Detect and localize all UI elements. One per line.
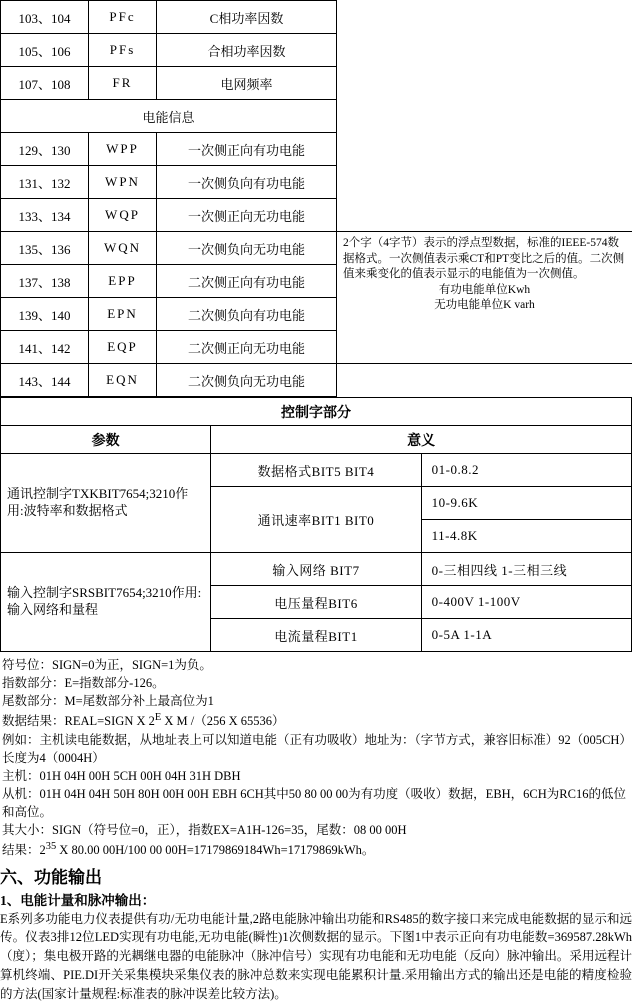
control-table-body: [1, 398, 632, 652]
control-field-label: 输入网络 BIT7: [211, 553, 421, 586]
code-cell: WPP: [89, 133, 157, 166]
code-cell: EPN: [89, 298, 157, 331]
control-field-label: 电流量程BIT1: [211, 619, 421, 652]
table-row: [1, 133, 632, 166]
control-header-param: 参数: [1, 426, 211, 454]
control-title-row: [1, 398, 632, 426]
address-cell: 107、108: [1, 67, 89, 100]
code-cell: EQP: [89, 331, 157, 364]
table-row: [1, 67, 632, 100]
name-cell: 电网频率: [157, 67, 337, 100]
note-example: 例如：主机读电能数据，从地址表上可以知道电能（正有功吸收）地址为：（字节方式，兼容旧标准）92（005CH）长度为4（0004H）: [0, 731, 632, 767]
control-section-title: 控制字部分: [1, 398, 632, 426]
name-cell: C相功率因数: [157, 1, 337, 34]
code-cell: EPP: [89, 265, 157, 298]
code-cell: WPN: [89, 166, 157, 199]
control-field-value: 11-4.8K: [421, 520, 631, 553]
note-final-result: [0, 839, 632, 859]
note-text: 2个字（4字节）表示的浮点型数据，标准的IEEE-574数据格式。一次侧值表示乘CT和PT变比之后的值。二次侧值来乘变化的值表示显示的电能值为一次侧值。: [343, 237, 624, 280]
table-row: [1, 553, 632, 586]
address-cell: 131、132: [1, 166, 89, 199]
note-sign-bit: 符号位：SIGN=0为正，SIGN=1为负。: [0, 656, 632, 674]
name-cell: 合相功率因数: [157, 34, 337, 67]
address-cell: 135、136: [1, 232, 89, 265]
table-row: [1, 34, 632, 67]
name-cell: 二次侧正向无功电能: [157, 331, 337, 364]
note-result-formula: [0, 710, 632, 730]
control-word-table: [0, 397, 632, 652]
section-title-text: 功能输出: [34, 868, 102, 887]
note-slave-frame: 从机：01H 04H 04H 50H 80H 00H 00H EBH 6CH其中50 80 00 00为有功度（吸收）数据，EBH，6CH为RC16的低位和高位。: [0, 785, 632, 821]
formula-pre: 结果：2: [2, 844, 46, 858]
control-field-label: 通讯速率BIT1 BIT0: [211, 487, 421, 553]
top-table-body: [1, 1, 632, 397]
notes-block: [0, 656, 632, 860]
formula-exponent: 35: [46, 841, 56, 852]
formula-exponent: E: [155, 712, 161, 723]
control-field-value: 10-9.6K: [421, 487, 631, 520]
section-title: 电能信息: [1, 100, 337, 133]
section-number: 六、: [0, 868, 34, 887]
formula-pre: 数据结果：REAL=SIGN X 2: [2, 715, 155, 729]
formula-post: X 80.00 00H/100 00 00H=17179869184Wh=17179869kWh。: [56, 844, 374, 858]
top-parameter-table: [0, 0, 632, 397]
control-field-value: 0-5A 1-1A: [421, 619, 631, 652]
subsection-heading: 1、电能计量和脉冲输出：: [0, 889, 632, 909]
note-master-frame: 主机：01H 04H 00H 5CH 00H 04H 31H DBH: [0, 767, 632, 785]
code-cell: EQN: [89, 364, 157, 397]
table-row: [1, 454, 632, 487]
address-cell: 139、140: [1, 298, 89, 331]
code-cell: PFc: [89, 1, 157, 34]
name-cell: 二次侧负向无功电能: [157, 364, 337, 397]
name-cell: 一次侧正向有功电能: [157, 133, 337, 166]
section-six-paragraph: E系列多功能电力仪表提供有功/无功电能计量,2路电能脉冲输出功能和RS485的数字接口来完成电能数据的显示和远传。仪表3排12位LED实现有功电能,无功电能(瞬性)1次侧数据的显示。下图1中表示正向有功电能数=369587.28kWh（度）；集电极开路的光耦继电器的电能脉冲（脉冲信号）实现有功电能和无功电能（反向）脉冲输出。采用远程计算机终端、PIE.DI开关采集模块采集仪表的脉冲总数来实现电能累积计量.采用输出方式的输出还是电能的精度检验的方法(国家计量规程:标准表的脉冲误差比较方法)。: [0, 910, 632, 1003]
empty-cell: [337, 1, 632, 34]
note-active-unit: 有功电能单位Kwh: [343, 283, 626, 299]
empty-cell: [337, 364, 632, 397]
section-six-heading: [0, 863, 632, 888]
code-cell: WQP: [89, 199, 157, 232]
energy-section-title-row: [1, 100, 632, 133]
name-cell: 一次侧正向无功电能: [157, 199, 337, 232]
control-field-value: 01-0.8.2: [421, 454, 631, 487]
control-header-row: [1, 426, 632, 454]
name-cell: 二次侧正向有功电能: [157, 265, 337, 298]
empty-cell: [337, 100, 632, 133]
control-param-input: 输入控制字SRSBIT7654;3210作用:输入网络和量程: [1, 553, 211, 652]
empty-cell: [337, 67, 632, 100]
name-cell: 一次侧负向无功电能: [157, 232, 337, 265]
address-cell: 133、134: [1, 199, 89, 232]
address-cell: 137、138: [1, 265, 89, 298]
table-row: [1, 232, 632, 265]
address-cell: 105、106: [1, 34, 89, 67]
name-cell: 二次侧负向有功电能: [157, 298, 337, 331]
control-field-label: 电压量程BIT6: [211, 586, 421, 619]
table-row: [1, 364, 632, 397]
section-six: [0, 863, 632, 1003]
note-reactive-unit: 无功电能单位K varh: [343, 298, 626, 314]
note-mantissa: 尾数部分：M=尾数部分补上最高位为1: [0, 692, 632, 710]
control-param-comm: 通讯控制字TXKBIT7654;3210作用:波特率和数据格式: [1, 454, 211, 553]
name-cell: 一次侧负向有功电能: [157, 166, 337, 199]
control-field-value: 0-400V 1-100V: [421, 586, 631, 619]
note-magnitude: 其大小：SIGN（符号位=0，正），指数EX=A1H-126=35，尾数：08 00 00H: [0, 821, 632, 839]
address-cell: 143、144: [1, 364, 89, 397]
code-cell: PFs: [89, 34, 157, 67]
address-cell: 129、130: [1, 133, 89, 166]
control-field-label: 数据格式BIT5 BIT4: [211, 454, 421, 487]
address-cell: 103、104: [1, 1, 89, 34]
float-format-note: [337, 232, 632, 364]
table-row: [1, 1, 632, 34]
code-cell: FR: [89, 67, 157, 100]
control-header-meaning: 意义: [211, 426, 632, 454]
note-exponent: 指数部分：E=指数部分-126。: [0, 674, 632, 692]
empty-cell: [337, 133, 632, 232]
code-cell: WQN: [89, 232, 157, 265]
address-cell: 141、142: [1, 331, 89, 364]
empty-cell: [337, 34, 632, 67]
formula-post: X M /（256 X 65536）: [161, 715, 284, 729]
control-field-value: 0-三相四线 1-三相三线: [421, 553, 631, 586]
